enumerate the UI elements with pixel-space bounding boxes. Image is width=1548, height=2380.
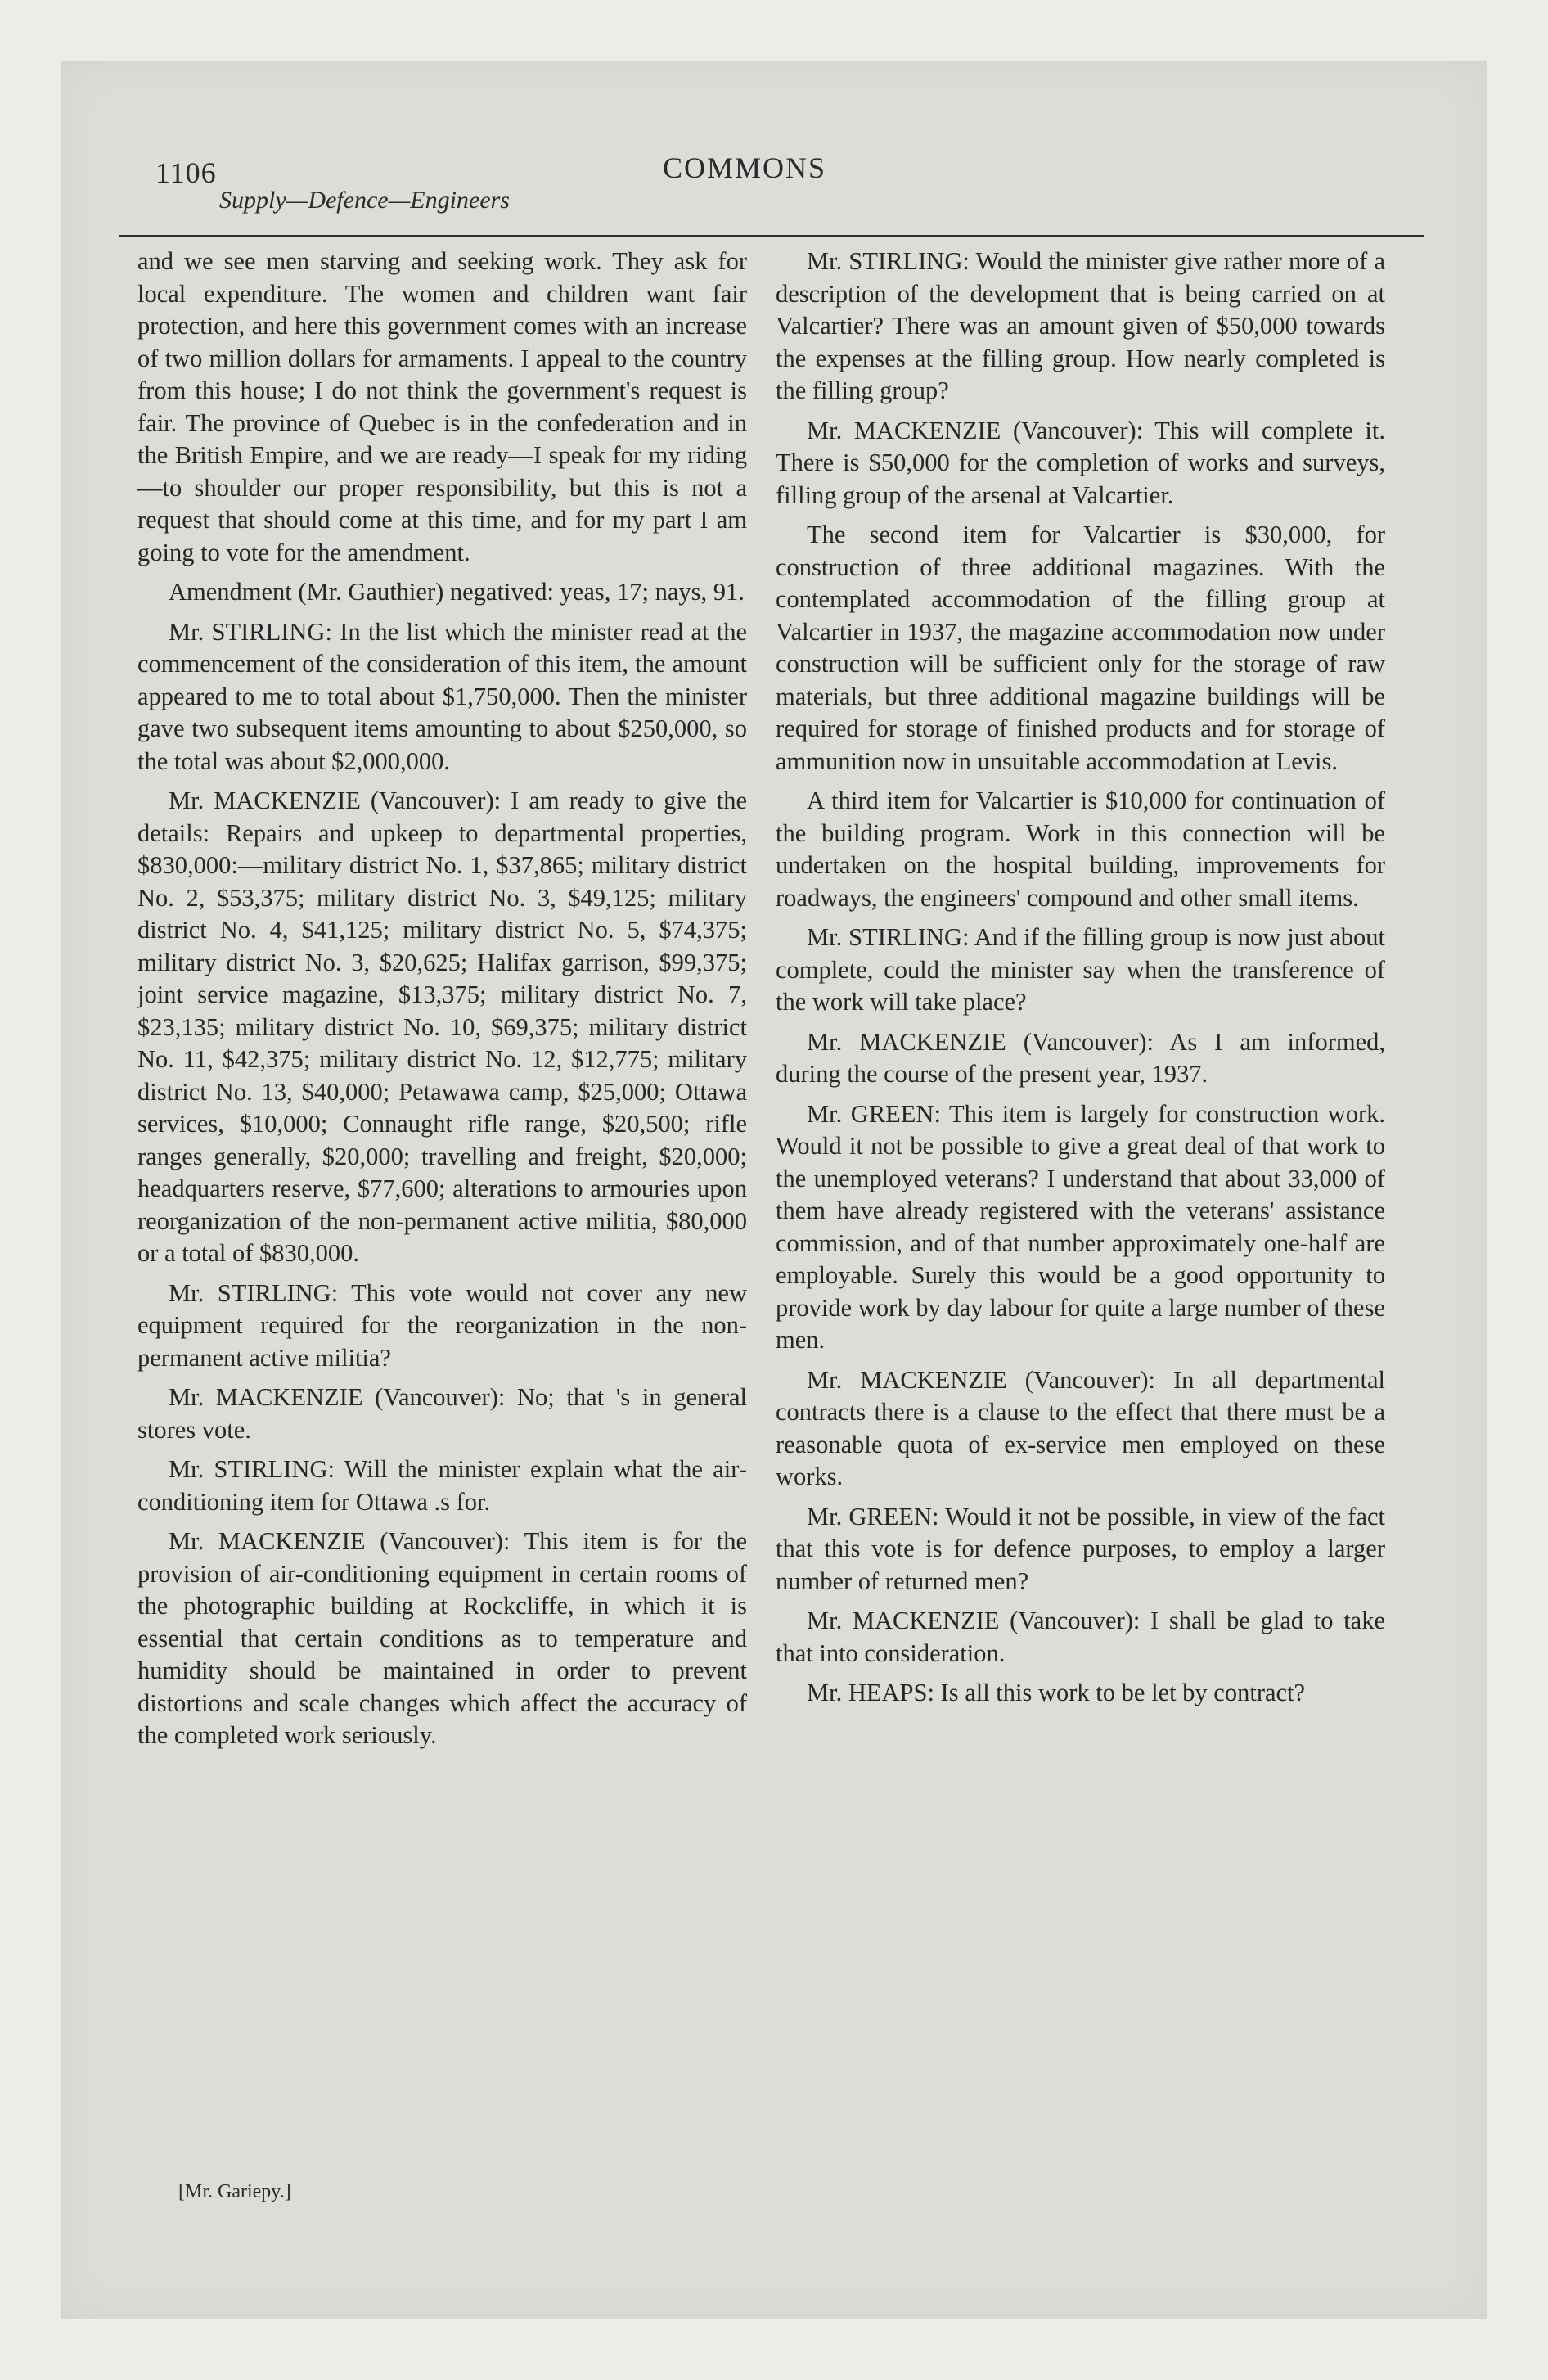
paragraph: A third item for Valcartier is $10,000 for continuation of the building program. Work in this connection will be undertaken on the hospital building, improvements for roadways, the engineers' compound and other small items. [776, 787, 1385, 912]
paragraph: and we see men starving and seeking work. They ask for local expenditure. The women and children want fair protection, and here this government comes with an increase of two million dollars for armaments. I appeal to the country from this house; I do not think the government's request is fair. The province of Quebec is in the confederation and in the British Empire, and we are ready—I speak for my riding—to shoulder our proper responsibility, but this is not a request that should come at this time, and for my part I am going to vote for the amendment. [137, 247, 747, 566]
paragraph: Mr. MACKENZIE (Vancouver): No; that 's in general stores vote. [137, 1383, 747, 1444]
paragraph: Mr. MACKENZIE (Vancouver): This item is for the provision of air-conditioning equipment in certain rooms of the photographic building at Rockcliffe, in which it is essential that certain conditions as to temperature and humidity should be maintained in order to prevent distortions and scale changes which affect the accuracy of the completed work seriously. [137, 1527, 747, 1749]
left-column [137, 246, 747, 1760]
paragraph: Mr. GREEN: Would it not be possible, in view of the fact that this vote is for defence purposes, to employ a larger number of returned men? [776, 1502, 1385, 1595]
journal-title: COMMONS [663, 151, 827, 184]
paragraph: Mr. STIRLING: This vote would not cover any new equipment required for the reorganization in the non-permanent active militia? [137, 1278, 747, 1372]
paragraph: Mr. STIRLING: In the list which the minister read at the commencement of the consideration of this item, the amount appeared to me to total about $1,750,000. Then the minister gave two subsequent items amounting to about $250,000, so the total was about $2,000,000. [137, 617, 747, 775]
paragraph: The second item for Valcartier is $30,000, for construction of three additional magazines. With the contemplated accommodation of the filling group at Valcartier in 1937, the magazine accommodation now under construction will be sufficient only for the storage of raw materials, but three additional magazine buildings will be required for storage of finished products and for storage of ammunition now in unsuitable accommodation at Levis. [776, 521, 1385, 775]
paragraph: Mr. MACKENZIE (Vancouver): In all departmental contracts there is a clause to the effect that there must be a reasonable quota of ex-service men employed on these works. [776, 1365, 1385, 1490]
page-number: 1106 [155, 156, 217, 189]
paragraph: Mr. STIRLING: Will the minister explain what the air-conditioning item for Ottawa .s for. [137, 1455, 747, 1516]
paragraph: Amendment (Mr. Gauthier) negatived: yeas, 17; nays, 91. [169, 578, 745, 606]
paragraph: Mr. GREEN: This item is largely for construction work. Would it not be possible to give a great deal of that work to the unemployed veterans? I understand that about 33,000 of them have already registered with the veterans' assistance commission, and of that number approximately one-half are employable. Surely this would be a good opportunity to provide work by day labour for quite a large number of these men. [776, 1099, 1385, 1354]
paragraph: Mr. STIRLING: And if the filling group is now just about complete, could the minister say when the transference of the work will take place? [776, 923, 1385, 1016]
running-head [155, 146, 1432, 244]
paragraph: Mr. MACKENZIE (Vancouver): I shall be glad to take that into consideration. [776, 1607, 1385, 1667]
paragraph: Mr. MACKENZIE (Vancouver): This will complete it. There is $50,000 for the completion of works and surveys, filling group of the arsenal at Valcartier. [776, 416, 1385, 509]
section-title: Supply—Defence—Engineers [219, 187, 510, 214]
header-rule [119, 235, 1424, 237]
right-column [776, 246, 1385, 1717]
paragraph: Mr. HEAPS: Is all this work to be let by contract? [807, 1679, 1306, 1706]
paragraph: Mr. MACKENZIE (Vancouver): As I am informed, during the course of the present year, 1937. [776, 1027, 1385, 1088]
paragraph: Mr. MACKENZIE (Vancouver): I am ready to give the details: Repairs and upkeep to departmental properties, $830,000:—military district No. 1, $37,865; military district No. 2, $53,375; military district No. 3, $49,125; military district No. 4, $41,125; military district No. 5, $74,375; military district No. 3, $20,625; Halifax garrison, $99,375; joint service magazine, $13,375; military district No. 7, $23,135; military district No. 10, $69,375; military district No. 11, $42,375; military district No. 12, $12,775; military district No. 13, $40,000; Petawawa camp, $25,000; Ottawa services, $10,000; Connaught rifle range, $20,500; rifle ranges generally, $20,000; travelling and freight, $20,000; headquarters reserve, $77,600; alterations to armouries upon reorganization of the non-permanent active militia, $80,000 or a total of $830,000. [137, 787, 747, 1267]
footer-note: [Mr. Gariepy.] [178, 2181, 291, 2202]
paragraph: Mr. STIRLING: Would the minister give rather more of a description of the development that is being carried on at Valcartier? There was an amount given of $50,000 towards the expenses at the filling group. How nearly completed is the filling group? [776, 247, 1385, 404]
